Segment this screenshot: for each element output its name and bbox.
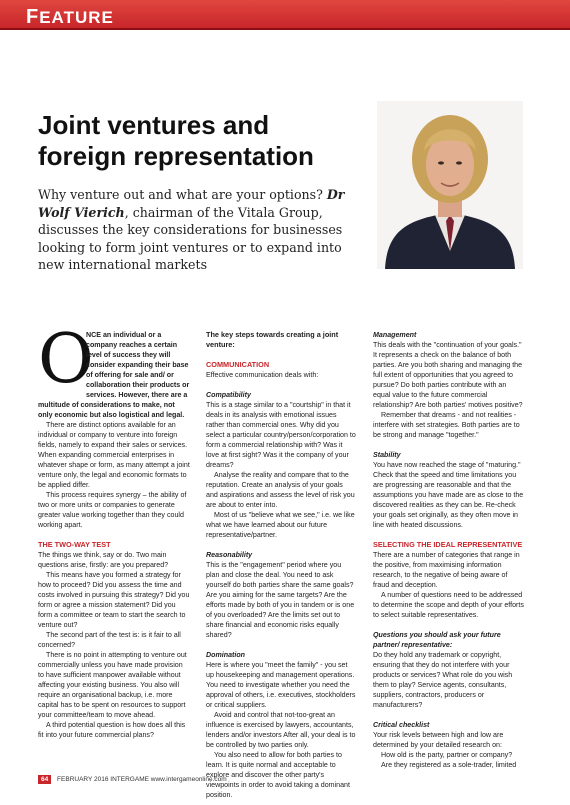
column3-paragraph: Do they hold any trademark or copyright, ensuring that they do not interfere with your products or services? What role do you wish them to play? Service agents, consultants, suppliers, contractors, producers or manufacturers? bbox=[373, 651, 513, 709]
column2-paragraph: Most of us "believe what we see," i.e. we like what we have learned about our future representative/partner. bbox=[206, 511, 355, 539]
article-column-1 bbox=[38, 320, 190, 740]
article-standfirst bbox=[38, 186, 368, 274]
drop-cap: O bbox=[38, 320, 94, 399]
heading-communication: COMMUNICATION bbox=[206, 360, 270, 369]
article-column-2 bbox=[206, 330, 356, 800]
article-column-3 bbox=[373, 330, 525, 770]
column2-paragraph: Effective communication deals with: bbox=[206, 371, 319, 379]
author-portrait bbox=[377, 101, 523, 269]
page-number: 64 bbox=[38, 775, 51, 784]
heading-compatibility: Compatibility bbox=[206, 391, 251, 399]
column3-paragraph: Are they registered as a sole-trader, limited bbox=[381, 761, 517, 769]
heading-selecting-representative: SELECTING THE IDEAL REPRESENTATIVE bbox=[373, 540, 523, 549]
heading-domination: Domination bbox=[206, 651, 246, 659]
section-header bbox=[0, 0, 570, 30]
column3-paragraph: You have now reached the stage of "maturing." Check that the speed and time limitations you are progressing are reasonable and that the assumptions you have made are as close to the discovered realities as they can be. Re-check your goals set originally, as they often move in line with heated discussions. bbox=[373, 461, 524, 529]
heading-stability: Stability bbox=[373, 451, 401, 459]
standfirst-description: , chairman of the Vitala Group, discusses the key considerations for businesses looking to form joint ventures or to expand into new international markets bbox=[38, 204, 343, 273]
column3-paragraph: Your risk levels between high and low are determined by your detailed research on: bbox=[373, 731, 504, 749]
column1-paragraph: The second part of the test is: is it fair to all concerned? bbox=[38, 631, 181, 649]
column1-paragraph: There are distinct options available for an individual or company to venture into foreign fields, namely to expand their sales or services. When expanding commercial enterprises in whatever shape or form, as many attempt a joint venture only, the legal and economic formats to be applied differ. bbox=[38, 421, 190, 489]
column2-paragraph: This is a stage similar to a "courtship" in that it deals in its analysis with emotional issues rather than commercial ones. Why did you select a particular country/person/corporation to form a commercial relationship with? Was it love at first sight? Was it the company of your dreams? bbox=[206, 401, 356, 469]
column2-paragraph: Here is where you "meet the family" - you set up housekeeping and management operations. You need to investigate whether you need the approval of others, i.e. executives, stockholders or critical suppliers. bbox=[206, 661, 356, 709]
column1-paragraph: There is no point in attempting to venture out commercially unless you have made provision to have sufficient manpower available without affecting your existing business. You also will require an organisational backup, i.e. more capital has to be spent on resources to support your committee/team to move ahead. bbox=[38, 651, 187, 719]
key-steps-lead: The key steps towards creating a joint venture: bbox=[206, 330, 339, 349]
column2-paragraph: Analyse the reality and compare that to the reputation. Create an analysis of your goals and aspirations and assess the level of risk you are about to enter into. bbox=[206, 471, 355, 509]
column1-paragraph: This process requires synergy – the ability of two or more units or companies to generate greater value working together than they could working apart. bbox=[38, 491, 187, 529]
section-label-initial: F bbox=[26, 6, 40, 28]
section-label-rest: EATURE bbox=[39, 8, 114, 27]
author-name: Dr Wolf Vierich bbox=[38, 187, 345, 220]
portrait-photo-icon bbox=[377, 101, 523, 269]
column2-paragraph: Avoid and control that not-too-great an influence is exercised by lawyers, accountants, lenders and/or investors After all, your deal is to be controlled by two parties only. bbox=[206, 711, 356, 749]
heading-management: Management bbox=[373, 331, 417, 339]
standfirst-question: Why venture out and what are your options? bbox=[38, 187, 323, 202]
column3-paragraph: A number of questions need to be addressed to determine the scope and depth of your efforts to select suitable representatives. bbox=[373, 591, 524, 619]
column3-paragraph: Remember that dreams - and not realities - interfere with set strategies. Both parties are to be strong and manage "together." bbox=[373, 411, 520, 439]
column1-paragraph: The things we think, say or do. Two main questions arise, firstly: are you prepared? bbox=[38, 551, 169, 569]
column3-paragraph: How old is the party, partner or company? bbox=[381, 751, 513, 759]
column1-paragraph: A third potential question is how does all this fit into your future commercial plans? bbox=[38, 721, 186, 739]
heading-critical-checklist: Critical checklist bbox=[373, 721, 430, 729]
heading-two-way-test: THE TWO-WAY TEST bbox=[38, 540, 111, 549]
heading-questions: Questions you should ask your future partner/ representative: bbox=[373, 631, 501, 649]
footer-brand: INTERGAME bbox=[110, 776, 149, 783]
page-footer bbox=[38, 775, 227, 785]
column1-opening-paragraph: NCE an individual or a company reaches a certain level of success they will consider expanding their base of offering for sale and/ or collaboration their products or services. However, there are a multitude of considerations to make, not only economic but also logistical and legal. bbox=[38, 331, 190, 419]
section-label bbox=[26, 6, 114, 29]
column3-paragraph: There are a number of categories that range in the positive, from maximising information research, to the negative of being aware of fraud and deception. bbox=[373, 551, 520, 589]
column2-paragraph: You also need to allow for both parties to learn. It is quite normal and acceptable to explore and discover the other party's viewpoints in order to avoid taking a dominant position. bbox=[206, 751, 350, 799]
article-title-line2: foreign representation bbox=[38, 141, 314, 171]
column1-paragraph: This means have you formed a strategy for how to proceed? Did you assess the time and costs involved in pursuing this strategy? Did you form or agree a mission statement? Did you form a committee or team to start the search to venture out? bbox=[38, 571, 190, 629]
article-title bbox=[38, 110, 368, 172]
article-title-line1: Joint ventures and bbox=[38, 110, 270, 140]
footer-url[interactable]: www.intergameonline.com bbox=[150, 776, 227, 783]
footer-issue-date: FEBRUARY 2016 bbox=[57, 776, 109, 783]
column2-paragraph: This is the "engagement" period where you plan and close the deal. You need to ask yourself do both parties share the same goals? Are you aiming for the same targets? Are the efforts made by both of you in tandem or is one of you overloaded? Are the limits set out to share financial and economic risks equally shared? bbox=[206, 561, 355, 639]
heading-reasonability: Reasonability bbox=[206, 551, 253, 559]
column3-paragraph: This deals with the "continuation of your goals." It represents a check on the balance of both parties. Are you both sharing and managing the full extent of opportunities that you agreed to pursue? Do both parties contribute with an equal value to the future commercial relationship? Are both parties' motives positive? bbox=[373, 341, 523, 409]
